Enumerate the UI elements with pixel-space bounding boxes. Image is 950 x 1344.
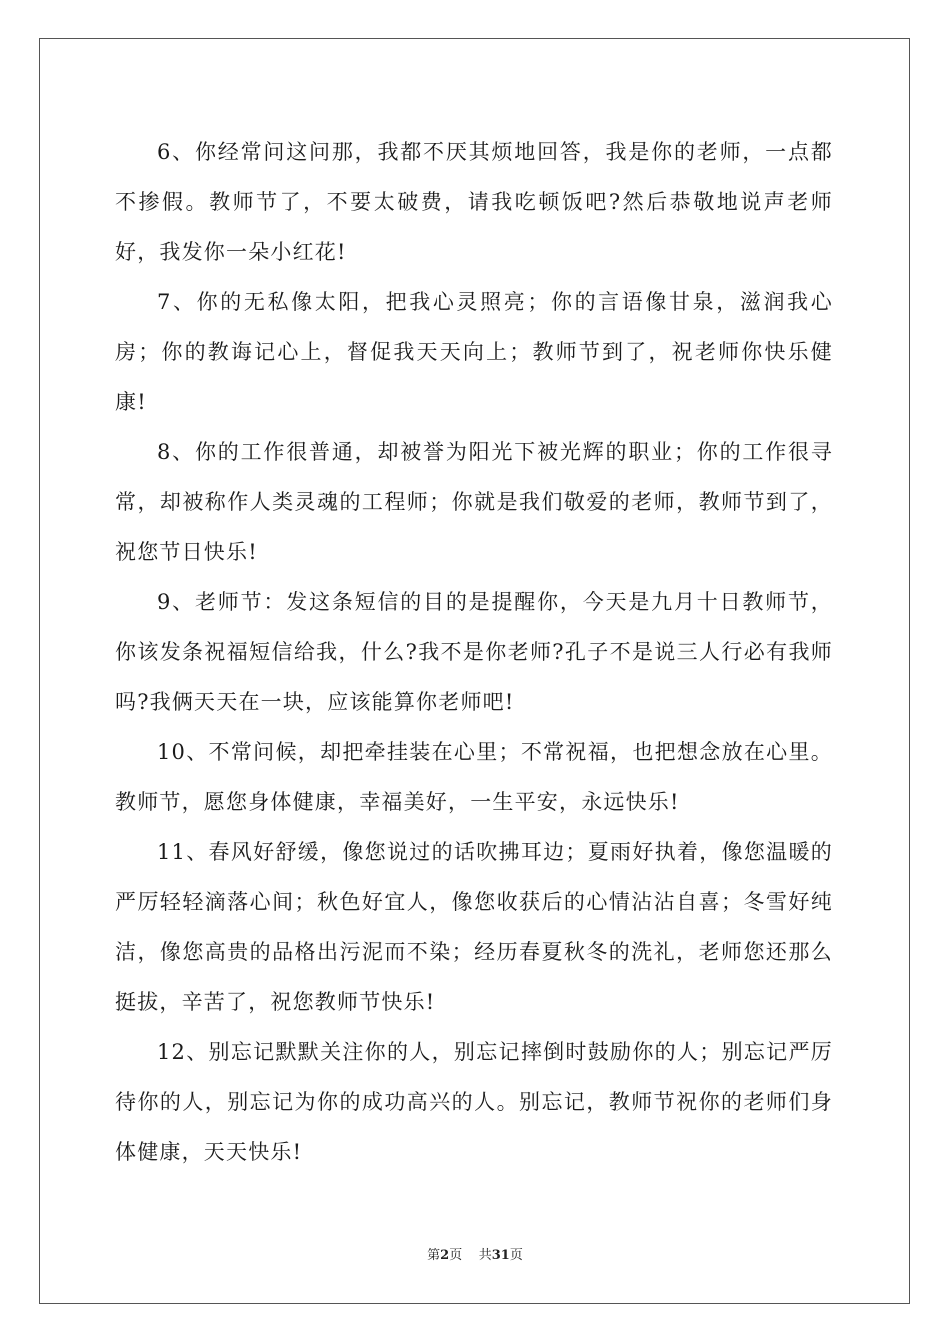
paragraph-11: 11、春风好舒缓，像您说过的话吹拂耳边；夏雨好执着，像您温暖的严厉轻轻滴落心间；秋色好宜人，像您收获后的心情沾沾自喜；冬雪好纯洁，像您高贵的品格出污泥而不染；经历春夏秋冬的洗礼，老师您还那么挺拔，辛苦了，祝您教师节快乐! <box>115 840 833 1014</box>
paragraph-9: 9、老师节：发这条短信的目的是提醒你，今天是九月十日教师节，你该发条祝福短信给我，什么?我不是你老师?孔子不是说三人行必有我师吗?我俩天天在一块，应该能算你老师吧! <box>115 590 833 714</box>
page-prefix: 第 <box>427 1248 441 1263</box>
paragraph-10: 10、不常问候，却把牵挂装在心里；不常祝福，也把想念放在心里。教师节，愿您身体健康，幸福美好，一生平安，永远快乐! <box>115 740 833 814</box>
paragraph-8: 8、你的工作很普通，却被誉为阳光下被光辉的职业；你的工作很寻常，却被称作人类灵魂的工程师；你就是我们敬爱的老师，教师节到了，祝您节日快乐! <box>115 440 833 564</box>
page-number: 2 <box>440 1248 450 1263</box>
paragraph-7: 7、你的无私像太阳，把我心灵照亮；你的言语像甘泉，滋润我心房；你的教诲记心上，督促我天天向上；教师节到了，祝老师你快乐健康! <box>115 290 833 414</box>
document-body <box>115 127 833 1177</box>
paragraph-6: 6、你经常问这问那，我都不厌其烦地回答，我是你的老师，一点都不掺假。教师节了，不要太破费，请我吃顿饭吧?然后恭敬地说声老师好，我发你一朵小红花! <box>115 140 833 264</box>
page-suffix: 页 <box>449 1248 463 1263</box>
total-pages: 31 <box>491 1248 510 1263</box>
total-prefix: 共 <box>478 1248 492 1263</box>
total-suffix: 页 <box>509 1248 523 1263</box>
page-footer <box>0 1244 950 1263</box>
paragraph-12: 12、别忘记默默关注你的人，别忘记摔倒时鼓励你的人；别忘记严厉待你的人，别忘记为你的成功高兴的人。别忘记，教师节祝你的老师们身体健康，天天快乐! <box>115 1040 833 1164</box>
